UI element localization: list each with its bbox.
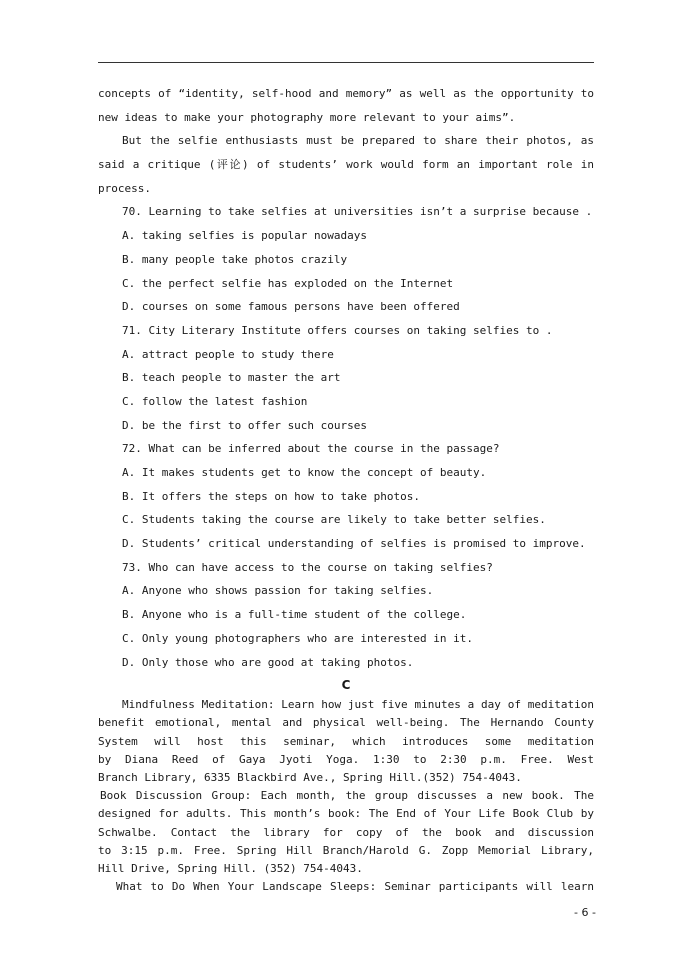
- answer-option: D. Only those who are good at taking photos.: [122, 655, 414, 669]
- answer-option: D. be the first to offer such courses: [122, 418, 368, 432]
- paragraph-line: Book Discussion Group: Each month, the group discusses a new book. The: [100, 789, 594, 803]
- answer-option: C. follow the latest fashion: [122, 394, 308, 408]
- answer-option: B. Anyone who is a full-time student of the college.: [122, 608, 467, 622]
- answer-option: D. courses on some famous persons have been offered: [122, 300, 460, 314]
- paragraph-line: What to Do When Your Landscape Sleeps: Seminar participants will learn: [116, 880, 594, 894]
- paragraph-line: System will host this seminar, which introduces some meditation: [98, 734, 594, 748]
- answer-option: B. It offers the steps on how to take photos.: [122, 489, 421, 503]
- answer-option: A. It makes students get to know the concept of beauty.: [122, 466, 487, 479]
- paragraph-line: Schwalbe. Contact the library for copy of the book and discussion: [98, 825, 594, 839]
- paragraph-line: new ideas to make your photography more relevant to your aims”.: [98, 110, 516, 124]
- page-content: [98, 82, 594, 896]
- question-stem: 73. Who can have access to the course on taking selfies?: [122, 560, 493, 574]
- paragraph-line: designed for adults. This month’s book: The End of Your Life Book Club by: [98, 807, 594, 821]
- question-70: [98, 200, 594, 318]
- paragraph-line: to 3:15 p.m. Free. Spring Hill Branch/Harold G. Zopp Memorial Library,: [98, 843, 594, 857]
- paragraph-line: Mindfulness Meditation: Learn how just five minutes a day of meditation: [122, 698, 594, 712]
- answer-option: C. Only young photographers who are interested in it.: [122, 631, 473, 645]
- question-stem: 72. What can be inferred about the course in the passage?: [122, 442, 500, 456]
- header-rule: [98, 62, 594, 63]
- paragraph-line: by Diana Reed of Gaya Jyoti Yoga. 1:30 to 2:30 p.m. Free. West: [98, 752, 594, 766]
- answer-option: A. taking selfies is popular nowadays: [122, 229, 368, 243]
- paragraph-line: Branch Library, 6335 Blackbird Ave., Spring Hill.(352) 754-4043.: [98, 770, 522, 784]
- question-71: [98, 319, 594, 437]
- passage-b-continuation: [98, 82, 594, 200]
- answer-option: C. Students taking the course are likely to take better selfies.: [122, 513, 546, 527]
- question-73: [98, 556, 594, 674]
- section-heading: C: [341, 678, 351, 693]
- question-72: [98, 437, 594, 555]
- question-stem: 70. Learning to take selfies at universities isn’t a surprise because .: [122, 205, 593, 219]
- paragraph-line: said a critique (评论) of students’ work would form an important role in: [98, 158, 594, 172]
- answer-option: C. the perfect selfie has exploded on the Internet: [122, 276, 454, 290]
- paragraph-line: concepts of “identity, self-hood and memory” as well as the opportunity to: [98, 87, 594, 100]
- answer-option: D. Students’ critical understanding of selfies is promised to improve.: [122, 537, 586, 551]
- answer-option: A. Anyone who shows passion for taking selfies.: [122, 584, 434, 598]
- answer-option: B. many people take photos crazily: [122, 252, 348, 266]
- page-number: - 6 -: [574, 906, 596, 919]
- section-c-passage: [98, 696, 594, 896]
- paragraph-line: Hill Drive, Spring Hill. (352) 754-4043.: [98, 861, 363, 875]
- answer-option: B. teach people to master the art: [122, 371, 341, 385]
- paragraph-line: process.: [98, 181, 151, 195]
- paragraph-line: But the selfie enthusiasts must be prepared to share their photos, as: [122, 134, 594, 148]
- question-stem: 71. City Literary Institute offers courses on taking selfies to .: [122, 323, 553, 337]
- paragraph-line: benefit emotional, mental and physical well-being. The Hernando County: [98, 716, 594, 730]
- answer-option: A. attract people to study there: [122, 347, 334, 361]
